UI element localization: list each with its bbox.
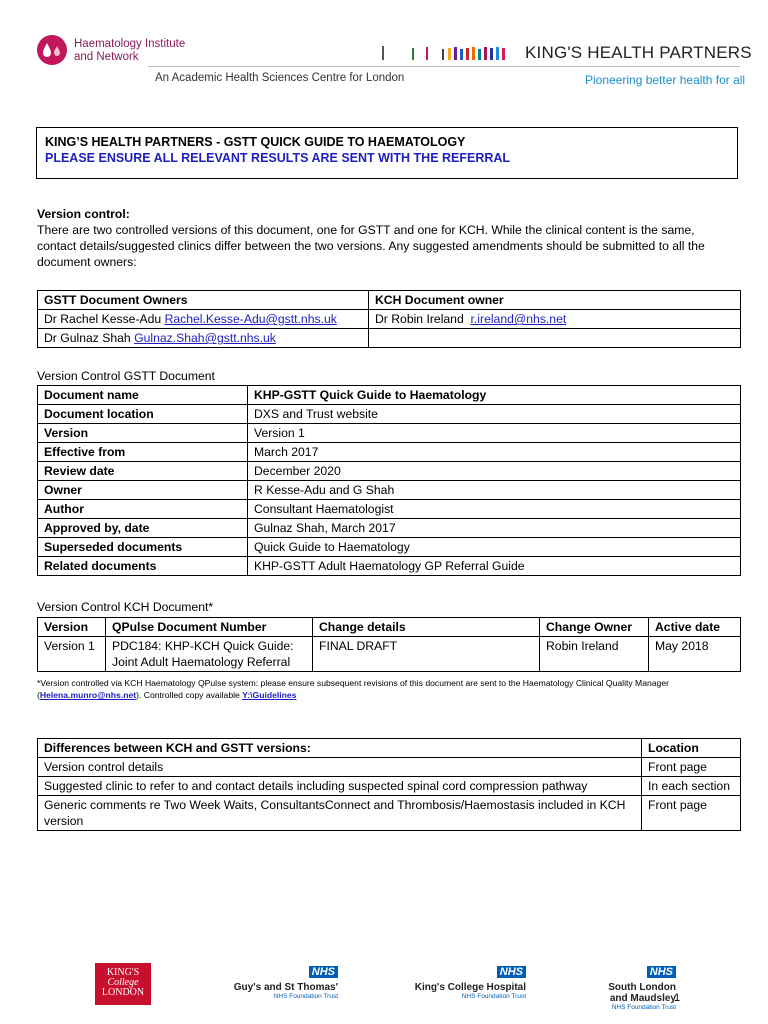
header-divider	[148, 66, 740, 67]
table-cell: Superseded documents	[38, 538, 248, 557]
table-row	[38, 310, 741, 329]
slam-trust-sub: NHS Foundation Trust	[611, 1004, 676, 1011]
table-cell: FINAL DRAFT	[313, 637, 540, 672]
owner-email-link[interactable]: Gulnaz.Shah@gstt.nhs.uk	[134, 331, 276, 345]
table-cell: Generic comments re Two Week Waits, ConsultantsConnect and Thrombosis/Haemostasis included in KCH version	[38, 796, 642, 831]
nhs-logo-icon: NHS	[309, 966, 338, 978]
table-header-cell: Active date	[649, 618, 741, 637]
hin-logo-icon	[36, 34, 68, 66]
table-row	[38, 796, 741, 831]
kch-version-table	[37, 617, 741, 672]
table-cell: May 2018	[649, 637, 741, 672]
table-row	[38, 739, 741, 758]
khp-tagline: Pioneering better health for all	[585, 73, 746, 87]
table-row	[38, 777, 741, 796]
table-cell: Effective from	[38, 443, 248, 462]
table-cell: Suggested clinic to refer to and contact details including suspected spinal cord compression pathway	[38, 777, 642, 796]
table-row	[38, 519, 741, 538]
table-cell: In each section	[642, 777, 741, 796]
table-row	[38, 405, 741, 424]
kch-trust-sub: NHS Foundation Trust	[461, 993, 526, 1000]
gstt-version-table	[37, 385, 741, 576]
kch-trust-name: King's College Hospital	[414, 982, 526, 993]
table-cell: KHP-GSTT Quick Guide to Haematology	[248, 386, 741, 405]
hin-name-line1: Haematology Institute	[74, 38, 186, 50]
table-header-cell: Change Owner	[540, 618, 649, 637]
table-cell: R Kesse-Adu and G Shah	[248, 481, 741, 500]
table-cell	[38, 310, 369, 329]
table-cell: Front page	[642, 796, 741, 831]
owners-table	[37, 290, 741, 348]
table-cell: KHP-GSTT Adult Haematology GP Referral Guide	[248, 557, 741, 576]
footnote-email-link[interactable]: Helena.munro@nhs.net	[39, 690, 137, 700]
table-row	[38, 637, 741, 672]
table-cell: Consultant Haematologist	[248, 500, 741, 519]
nhs-logo-icon: NHS	[497, 966, 526, 978]
table-cell: Version 1	[38, 637, 106, 672]
table-row	[38, 500, 741, 519]
table-cell: December 2020	[248, 462, 741, 481]
kings-college-london-logo	[95, 963, 151, 1005]
table-row	[38, 291, 741, 310]
kcl-line1: KING'S	[106, 967, 140, 978]
footnote-text: *Version controlled via KCH Haematology QPulse system: please ensure subsequent revisions of this document are sent to the Haematology Clinical Quality Manager (	[37, 678, 669, 700]
hin-name	[74, 38, 185, 64]
table-cell: Robin Ireland	[540, 637, 649, 672]
page-number: 1	[674, 992, 681, 1004]
table-header-cell: Location	[642, 739, 741, 758]
table-cell: Version 1	[248, 424, 741, 443]
owner-name: Dr Rachel Kesse-Adu	[44, 312, 162, 326]
table-row	[38, 557, 741, 576]
table-cell: March 2017	[248, 443, 741, 462]
table-cell: Author	[38, 500, 248, 519]
table-cell: Front page	[642, 758, 741, 777]
table-row	[38, 538, 741, 557]
table-cell: Document name	[38, 386, 248, 405]
differences-table	[37, 738, 741, 831]
table-row	[38, 758, 741, 777]
khp-name: KING'S HEALTH PARTNERS	[525, 43, 752, 62]
document-title: KING’S HEALTH PARTNERS - GSTT QUICK GUIDE TO HAEMATOLOGY	[45, 135, 466, 149]
owner-email-link[interactable]: Rachel.Kesse-Adu@gstt.nhs.uk	[164, 312, 337, 326]
table-cell: Version control details	[38, 758, 642, 777]
table-header-cell: Version	[38, 618, 106, 637]
footnote	[37, 677, 741, 701]
table-row	[38, 618, 741, 637]
guys-st-thomas-logo	[232, 962, 338, 1001]
table-row	[38, 329, 741, 348]
kcl-line3: LONDON	[101, 987, 145, 998]
table-row	[38, 443, 741, 462]
table-header-cell: QPulse Document Number	[106, 618, 313, 637]
table-cell: Related documents	[38, 557, 248, 576]
table-cell: Quick Guide to Haematology	[248, 538, 741, 557]
kch-owner-header: KCH Document owner	[369, 291, 741, 310]
slam-trust-name-1: South London	[608, 982, 676, 993]
table-cell: Document location	[38, 405, 248, 424]
title-box	[36, 127, 738, 179]
owner-name: Dr Gulnaz Shah	[44, 331, 131, 345]
guidelines-link[interactable]: Y:\Guidelines	[242, 690, 297, 700]
footnote-text: ). Controlled copy available	[136, 690, 243, 700]
version-control-heading: Version control:	[37, 207, 130, 221]
nhs-logo-icon: NHS	[647, 966, 676, 978]
gstt-owners-header: GSTT Document Owners	[38, 291, 369, 310]
hin-name-line2: and Network	[74, 51, 139, 63]
khp-color-bars-icon	[382, 44, 522, 62]
guys-trust-sub: NHS Foundation Trust	[273, 993, 338, 1000]
table-cell: Gulnaz Shah, March 2017	[248, 519, 741, 538]
south-london-maudsley-logo	[600, 962, 676, 1012]
table-row	[38, 481, 741, 500]
table-cell: Approved by, date	[38, 519, 248, 538]
table-row	[38, 386, 741, 405]
kings-college-hospital-logo	[410, 962, 526, 1001]
kch-doc-caption: Version Control KCH Document*	[37, 600, 214, 614]
ahsc-tagline: An Academic Health Sciences Centre for London	[155, 72, 405, 84]
table-header-cell: Change details	[313, 618, 540, 637]
table-cell: Version	[38, 424, 248, 443]
table-cell	[369, 310, 741, 329]
version-control-body: There are two controlled versions of this document, one for GSTT and one for KCH. While the clinical content is the same, contact details/suggested clinics differ between the two versions. Any suggested amendments should be submitted to all the document owners:	[37, 223, 705, 269]
table-row	[38, 462, 741, 481]
table-cell: DXS and Trust website	[248, 405, 741, 424]
table-row	[38, 424, 741, 443]
version-control-section	[37, 206, 737, 270]
table-cell: Owner	[38, 481, 248, 500]
table-cell	[369, 329, 741, 348]
guys-trust-name: Guy's and St Thomas'	[233, 982, 338, 993]
gstt-doc-caption: Version Control GSTT Document	[37, 369, 215, 383]
table-cell: Review date	[38, 462, 248, 481]
slam-trust-name-2: and Maudsley	[609, 993, 676, 1004]
kcl-line2: College	[107, 977, 139, 988]
owner-name: Dr Robin Ireland	[375, 312, 464, 326]
referral-notice: PLEASE ENSURE ALL RELEVANT RESULTS ARE SENT WITH THE REFERRAL	[45, 151, 511, 165]
table-header-cell: Differences between KCH and GSTT versions:	[38, 739, 642, 758]
table-cell: PDC184: KHP-KCH Quick Guide: Joint Adult Haematology Referral	[106, 637, 313, 672]
owner-email-link[interactable]: r.ireland@nhs.net	[470, 312, 567, 326]
table-cell	[38, 329, 369, 348]
